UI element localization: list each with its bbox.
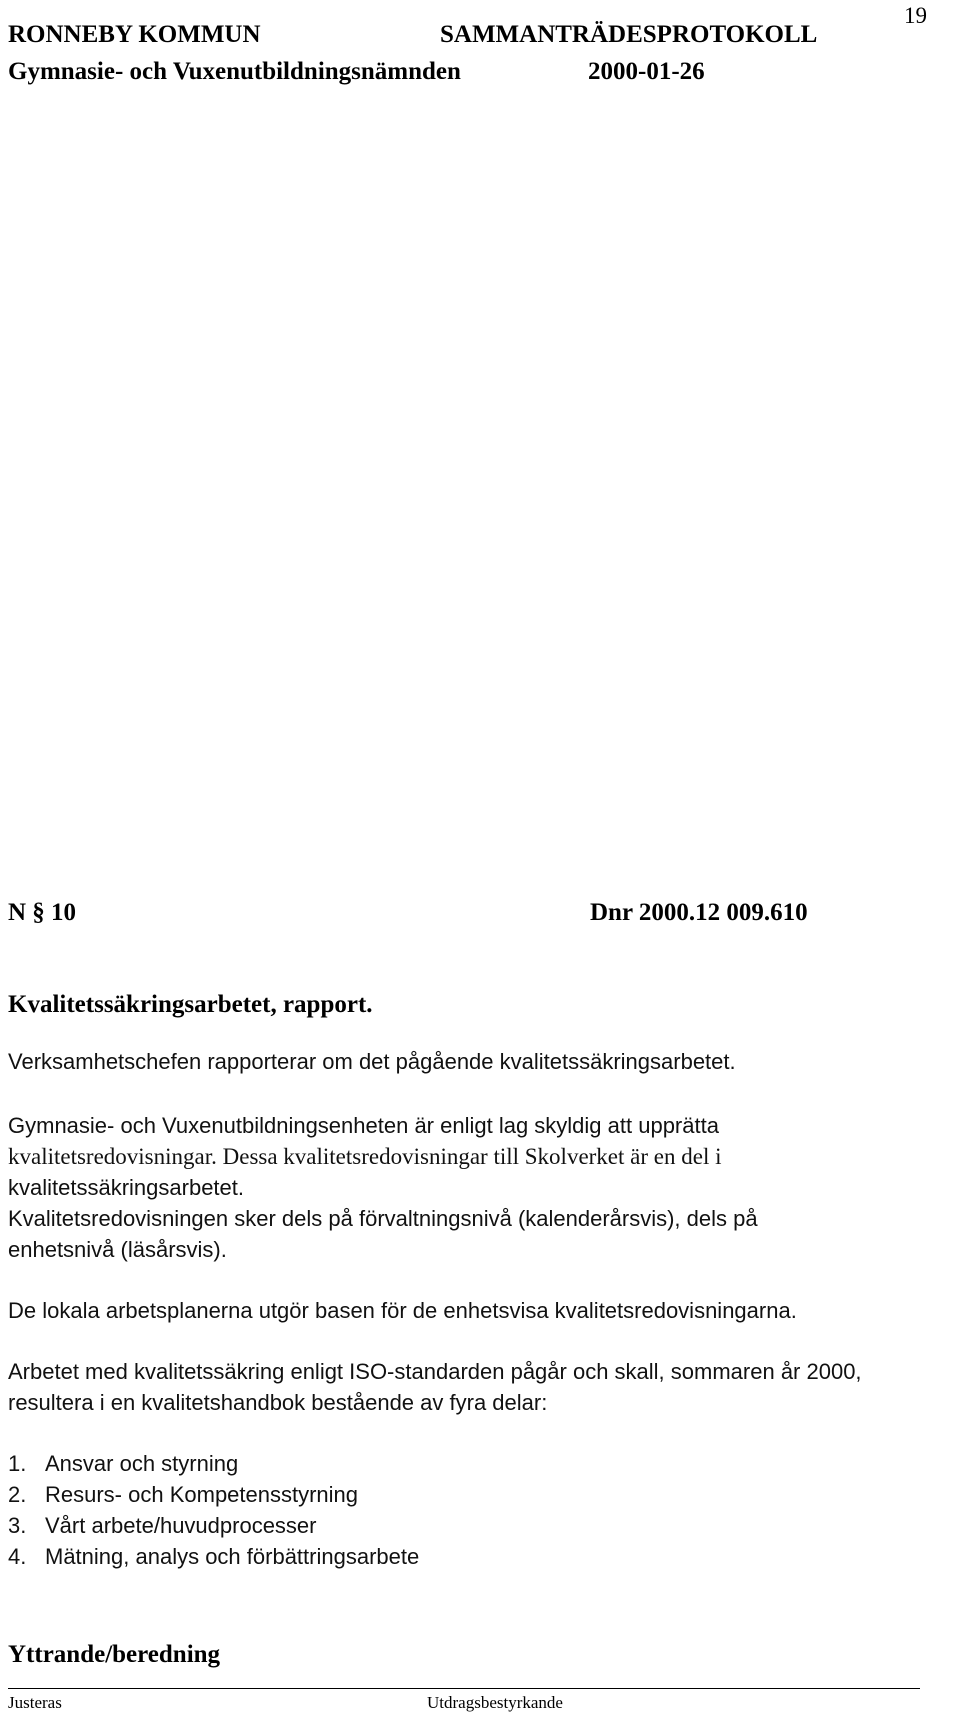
footer-utdragsbestyrkande: Utdragsbestyrkande <box>427 1693 563 1712</box>
handbook-parts-list <box>8 1448 419 1572</box>
list-item <box>8 1479 419 1510</box>
paragraph-line: Gymnasie- och Vuxenutbildningsenheten är enligt lag skyldig att upprätta <box>8 1113 719 1138</box>
paragraph-line: kvalitetsredovisningar. Dessa kvalitetsredovisningar till Skolverket är en del i <box>8 1144 722 1169</box>
list-text: Ansvar och styrning <box>45 1451 239 1476</box>
list-item <box>8 1448 419 1479</box>
page-number: 19 <box>904 3 927 28</box>
paragraph-line: Arbetet med kvalitetssäkring enligt ISO-standarden pågår och skall, sommaren år 2000, <box>8 1359 862 1384</box>
committee-name: Gymnasie- och Vuxenutbildningsnämnden <box>8 58 461 85</box>
paragraph-line: De lokala arbetsplanerna utgör basen för de enhetsvisa kvalitetsredovisningarna. <box>8 1298 797 1323</box>
paragraph-workplans <box>8 1295 908 1326</box>
subheading-statement: Yttrande/beredning <box>8 1641 221 1668</box>
paragraph-obligation <box>8 1110 908 1265</box>
paragraph-line: Verksamhetschefen rapporterar om det pågående kvalitetssäkringsarbetet. <box>8 1049 736 1074</box>
meeting-date: 2000-01-26 <box>588 58 705 85</box>
footer-justeras: Justeras <box>8 1693 62 1712</box>
list-number: 2. <box>8 1482 27 1507</box>
protocol-type: SAMMANTRÄDESPROTOKOLL <box>440 21 818 48</box>
diary-number: Dnr 2000.12 009.610 <box>590 899 808 926</box>
list-number: 4. <box>8 1544 27 1569</box>
paragraph-line: resultera i en kvalitetshandbok bestående av fyra delar: <box>8 1390 548 1415</box>
list-text: Resurs- och Kompetensstyrning <box>45 1482 359 1507</box>
list-number: 1. <box>8 1451 27 1476</box>
paragraph-line: enhetsnivå (läsårsvis). <box>8 1237 227 1262</box>
municipality-name: RONNEBY KOMMUN <box>8 21 261 48</box>
item-title: Kvalitetssäkringsarbetet, rapport. <box>8 991 373 1018</box>
paragraph-line: Kvalitetsredovisningen sker dels på förvaltningsnivå (kalenderårsvis), dels på <box>8 1206 758 1231</box>
list-text: Mätning, analys och förbättringsarbete <box>45 1544 420 1569</box>
paragraph-report <box>8 1046 908 1077</box>
paragraph-line: kvalitetssäkringsarbetet. <box>8 1175 244 1200</box>
list-item <box>8 1510 419 1541</box>
list-text: Vårt arbete/huvudprocesser <box>45 1513 317 1538</box>
paragraph-iso <box>8 1356 908 1418</box>
list-number: 3. <box>8 1513 27 1538</box>
list-item <box>8 1541 419 1572</box>
section-number: N § 10 <box>8 899 77 926</box>
footer-divider <box>8 1688 920 1689</box>
